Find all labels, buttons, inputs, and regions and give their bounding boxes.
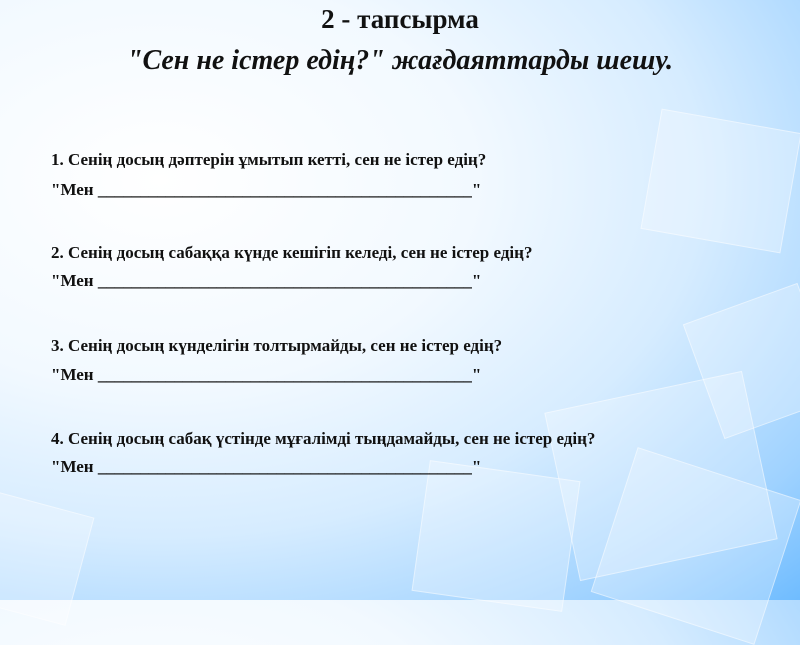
page-subtitle: "Сен не істер едің?" жағдаяттарды шешу. [126, 45, 674, 76]
decorative-square [591, 447, 800, 645]
answer-line-1: "Мен ____________________________________________" [51, 180, 482, 199]
decorative-square [0, 486, 94, 626]
decorative-square [640, 109, 800, 254]
question-4: 4. Сенің досың сабақ үстінде мұғалімді тыңдамайды, сен не істер едің? [51, 429, 596, 448]
question-2: 2. Сенің досың сабаққа күнде кешігіп келеді, сен не істер едің? [51, 243, 533, 262]
question-3: 3. Сенің досың күнделігін толтырмайды, сен не істер едің? [51, 336, 503, 355]
decorative-square [683, 283, 800, 439]
page-title: 2 - тапсырма [321, 4, 479, 34]
answer-line-3: "Мен ____________________________________________" [51, 365, 482, 384]
decorative-square [544, 371, 777, 581]
answer-line-2: "Мен ____________________________________________" [51, 271, 482, 290]
answer-line-4: "Мен ____________________________________________" [51, 457, 482, 476]
decorative-square [412, 460, 581, 612]
question-1: 1. Сенің досың дәптерін ұмытып кетті, сен не істер едің? [51, 150, 487, 169]
